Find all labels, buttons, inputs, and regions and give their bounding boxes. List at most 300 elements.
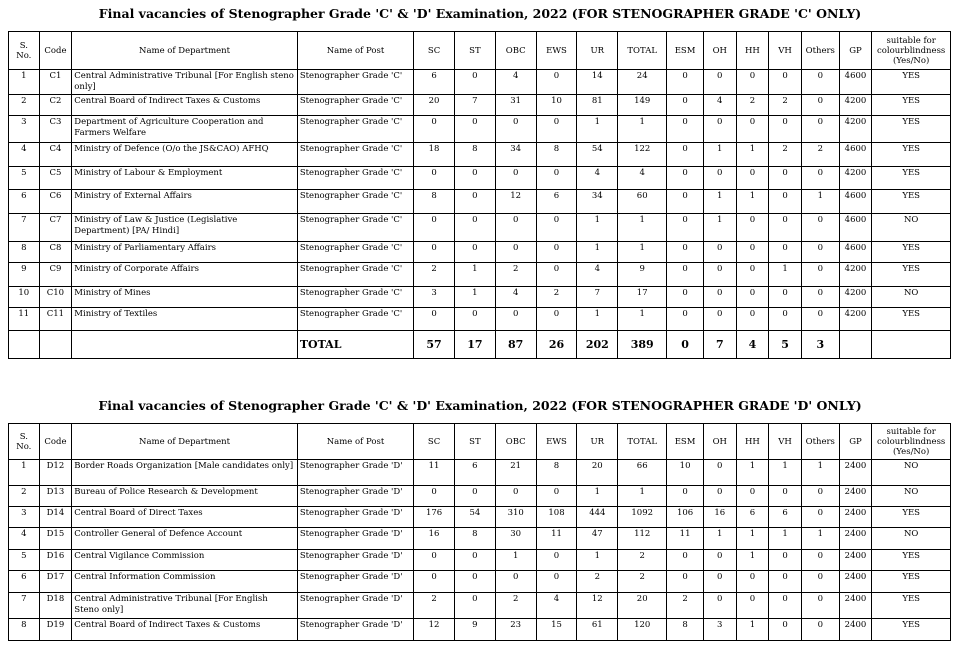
table-cell: D15 — [39, 528, 72, 550]
column-header: EWS — [536, 32, 577, 70]
table-cell: 310 — [495, 507, 536, 528]
table-cell: C11 — [39, 308, 72, 331]
table-cell: C2 — [39, 95, 72, 116]
table-cell: 1 — [618, 308, 667, 331]
table-cell: 0 — [703, 550, 736, 571]
table-cell: YES — [872, 143, 951, 167]
table-cell: 2 — [9, 486, 40, 507]
table-cell: C1 — [39, 70, 72, 95]
table-cell: 1 — [801, 528, 839, 550]
table-cell: Ministry of Defence (O/o the JS&CAO) AFHQ — [72, 143, 298, 167]
table-cell: C4 — [39, 143, 72, 167]
table-row — [9, 550, 951, 571]
table-cell: 0 — [801, 70, 839, 95]
table-cell: Controller General of Defence Account — [72, 528, 298, 550]
table-cell: C5 — [39, 167, 72, 190]
table-cell: YES — [872, 263, 951, 287]
table-cell: C6 — [39, 190, 72, 214]
table-cell: 8 — [9, 242, 40, 263]
table-cell: 7 — [9, 214, 40, 242]
table-cell: 112 — [618, 528, 667, 550]
table-cell: 0 — [667, 242, 704, 263]
table-cell: 2400 — [839, 528, 872, 550]
table-cell: 11 — [667, 528, 704, 550]
table-cell: 3 — [703, 619, 736, 641]
table-cell: Ministry of Parliamentary Affairs — [72, 242, 298, 263]
table-cell: 0 — [736, 593, 769, 619]
table-cell: 0 — [454, 190, 495, 214]
table-cell: 0 — [454, 70, 495, 95]
table-cell: NO — [872, 214, 951, 242]
table-cell: 7 — [9, 593, 40, 619]
table-cell: 2400 — [839, 507, 872, 528]
table-cell: 4 — [577, 263, 618, 287]
table-cell: Stenographer Grade 'C' — [297, 287, 413, 308]
table-cell: 0 — [414, 167, 455, 190]
table-cell: Ministry of Textiles — [72, 308, 298, 331]
table-cell: 0 — [536, 116, 577, 143]
table-cell: 122 — [618, 143, 667, 167]
table-cell: 0 — [703, 70, 736, 95]
column-header: ESM — [667, 32, 704, 70]
table-cell: 54 — [454, 507, 495, 528]
table-cell: 0 — [703, 242, 736, 263]
table-row — [9, 593, 951, 619]
table-cell: 0 — [667, 287, 704, 308]
table-cell: Ministry of External Affairs — [72, 190, 298, 214]
table-cell: 4 — [703, 95, 736, 116]
table-cell: 5 — [9, 550, 40, 571]
column-header: Code — [39, 32, 72, 70]
table-cell: 16 — [703, 507, 736, 528]
table-cell: 10 — [536, 95, 577, 116]
table-row — [9, 460, 951, 486]
table-cell: 2 — [414, 593, 455, 619]
table-cell: 0 — [536, 486, 577, 507]
table-cell: 0 — [736, 167, 769, 190]
table-cell: Stenographer Grade 'C' — [297, 143, 413, 167]
table-cell: Stenographer Grade 'C' — [297, 263, 413, 287]
table-cell: 1 — [618, 486, 667, 507]
table-cell: 0 — [801, 214, 839, 242]
table-row — [9, 308, 951, 331]
column-header: GP — [839, 32, 872, 70]
table-row — [9, 190, 951, 214]
table-cell: 20 — [618, 593, 667, 619]
column-header: Name of Department — [72, 424, 298, 460]
table-cell: 0 — [454, 308, 495, 331]
table-cell: 6 — [454, 460, 495, 486]
table-cell: Stenographer Grade 'C' — [297, 308, 413, 331]
table-cell: Central Vigilance Commission — [72, 550, 298, 571]
table-cell: 0 — [736, 242, 769, 263]
table-cell: YES — [872, 95, 951, 116]
table-cell: Stenographer Grade 'D' — [297, 507, 413, 528]
table-cell: Central Administrative Tribunal [For English Steno only] — [72, 593, 298, 619]
table-cell: 0 — [769, 116, 802, 143]
table-cell: 0 — [703, 116, 736, 143]
table-cell: 0 — [801, 571, 839, 593]
table-cell: C3 — [39, 116, 72, 143]
table-cell: 0 — [495, 116, 536, 143]
total-cell: 0 — [667, 331, 704, 359]
table-cell: 18 — [414, 143, 455, 167]
table-cell: 8 — [536, 143, 577, 167]
table-cell: 2 — [414, 263, 455, 287]
table-cell: 2 — [495, 593, 536, 619]
table-cell: Stenographer Grade 'C' — [297, 116, 413, 143]
table-cell: 1 — [9, 460, 40, 486]
table-cell: Central Board of Direct Taxes — [72, 507, 298, 528]
table-cell: 1 — [703, 214, 736, 242]
table-row — [9, 619, 951, 641]
table-cell: YES — [872, 308, 951, 331]
table-cell: Stenographer Grade 'C' — [297, 242, 413, 263]
table-cell: 31 — [495, 95, 536, 116]
table-cell: Central Board of Indirect Taxes & Customs — [72, 619, 298, 641]
table-cell: 7 — [577, 287, 618, 308]
table-cell: 0 — [536, 242, 577, 263]
table-cell: 4 — [9, 143, 40, 167]
table-cell: 0 — [736, 116, 769, 143]
table-cell: 1 — [577, 550, 618, 571]
table-cell: 0 — [667, 143, 704, 167]
column-header: S. No. — [9, 424, 40, 460]
table-cell: C9 — [39, 263, 72, 287]
table-cell: 34 — [495, 143, 536, 167]
table-cell: 0 — [801, 116, 839, 143]
table-cell: 0 — [667, 308, 704, 331]
table-cell: 1 — [703, 528, 736, 550]
table-cell: 4200 — [839, 167, 872, 190]
column-header: HH — [736, 424, 769, 460]
table-cell: 1 — [9, 70, 40, 95]
table-cell: 61 — [577, 619, 618, 641]
table-cell: 54 — [577, 143, 618, 167]
table-row — [9, 214, 951, 242]
table-cell: Ministry of Labour & Employment — [72, 167, 298, 190]
total-cell — [39, 331, 72, 359]
table-cell: 23 — [495, 619, 536, 641]
table-cell: Stenographer Grade 'C' — [297, 70, 413, 95]
table-row — [9, 571, 951, 593]
column-header: TOTAL — [618, 32, 667, 70]
table-cell: Stenographer Grade 'D' — [297, 550, 413, 571]
column-header: Name of Post — [297, 32, 413, 70]
table-cell: 3 — [9, 116, 40, 143]
table-cell: 2 — [667, 593, 704, 619]
table-row — [9, 95, 951, 116]
table-cell: 120 — [618, 619, 667, 641]
table-cell: 4200 — [839, 263, 872, 287]
table-cell: 9 — [454, 619, 495, 641]
column-header: S. No. — [9, 32, 40, 70]
table-cell: YES — [872, 619, 951, 641]
table-cell: NO — [872, 528, 951, 550]
table-cell: 0 — [667, 571, 704, 593]
total-cell: 3 — [801, 331, 839, 359]
table-cell: 2 — [536, 287, 577, 308]
table-cell: D19 — [39, 619, 72, 641]
table-cell: Stenographer Grade 'D' — [297, 460, 413, 486]
table-cell: 1 — [577, 308, 618, 331]
total-cell — [72, 331, 298, 359]
vacancy-table-grade-d — [8, 423, 951, 641]
table-row — [9, 507, 951, 528]
table-cell: 0 — [667, 167, 704, 190]
column-header: suitable for colourblindness (Yes/No) — [872, 32, 951, 70]
column-header: OBC — [495, 424, 536, 460]
table-cell: 0 — [667, 214, 704, 242]
table-cell: Stenographer Grade 'C' — [297, 190, 413, 214]
table-cell: 0 — [454, 486, 495, 507]
table-cell: 1 — [618, 116, 667, 143]
table-cell: 0 — [801, 242, 839, 263]
table-cell: NO — [872, 460, 951, 486]
table-cell: 0 — [703, 571, 736, 593]
table-cell: 0 — [736, 571, 769, 593]
table-cell: 0 — [703, 460, 736, 486]
table-cell: 8 — [667, 619, 704, 641]
table-cell: 2 — [618, 571, 667, 593]
table-cell: 1 — [736, 143, 769, 167]
table-row — [9, 70, 951, 95]
table-cell: 0 — [454, 214, 495, 242]
table-cell: 1 — [736, 619, 769, 641]
table-cell: 2 — [769, 95, 802, 116]
column-header: suitable for colourblindness (Yes/No) — [872, 424, 951, 460]
table-cell: 0 — [414, 308, 455, 331]
table-cell: 0 — [536, 550, 577, 571]
table-cell: Stenographer Grade 'C' — [297, 214, 413, 242]
total-cell: 7 — [703, 331, 736, 359]
table-cell: YES — [872, 242, 951, 263]
table-cell: 2400 — [839, 571, 872, 593]
table-cell: 4 — [618, 167, 667, 190]
table-cell: 4600 — [839, 242, 872, 263]
table-cell: 34 — [577, 190, 618, 214]
table-cell: 4 — [536, 593, 577, 619]
table-cell: 2400 — [839, 619, 872, 641]
table-cell: 0 — [667, 70, 704, 95]
table-cell: 0 — [801, 550, 839, 571]
total-cell: 389 — [618, 331, 667, 359]
table-cell: 1 — [618, 214, 667, 242]
column-header: Others — [801, 32, 839, 70]
table-cell: 0 — [736, 486, 769, 507]
table-cell: 444 — [577, 507, 618, 528]
table-cell: 7 — [454, 95, 495, 116]
total-cell: 17 — [454, 331, 495, 359]
table-cell: Stenographer Grade 'D' — [297, 593, 413, 619]
table-cell: 0 — [536, 571, 577, 593]
table-cell: 108 — [536, 507, 577, 528]
table-cell: 11 — [414, 460, 455, 486]
table-cell: 0 — [414, 550, 455, 571]
table-cell: 66 — [618, 460, 667, 486]
table-cell: 6 — [414, 70, 455, 95]
table-cell: 2 — [801, 143, 839, 167]
table-cell: 2400 — [839, 486, 872, 507]
table-cell: 1 — [454, 263, 495, 287]
table-cell: 2 — [495, 263, 536, 287]
table-cell: 8 — [414, 190, 455, 214]
total-row — [9, 331, 951, 359]
column-header: OH — [703, 424, 736, 460]
table-cell: 0 — [495, 214, 536, 242]
column-header: VH — [769, 32, 802, 70]
total-cell: 5 — [769, 331, 802, 359]
table-cell: 2400 — [839, 460, 872, 486]
table-cell: 1 — [703, 190, 736, 214]
table-cell: 4 — [495, 287, 536, 308]
table-cell: 24 — [618, 70, 667, 95]
table-cell: 0 — [769, 214, 802, 242]
table-cell: YES — [872, 550, 951, 571]
table-cell: 20 — [414, 95, 455, 116]
table-cell: 17 — [618, 287, 667, 308]
table-cell: 0 — [736, 263, 769, 287]
table-cell: C8 — [39, 242, 72, 263]
table-cell: 0 — [495, 308, 536, 331]
table-cell: 3 — [9, 507, 40, 528]
table-cell: 4600 — [839, 70, 872, 95]
total-cell: 4 — [736, 331, 769, 359]
table-cell: 4600 — [839, 143, 872, 167]
table-cell: 10 — [667, 460, 704, 486]
table-cell: 4200 — [839, 116, 872, 143]
table-cell: 2 — [769, 143, 802, 167]
table-cell: 8 — [454, 143, 495, 167]
table-cell: 1 — [801, 190, 839, 214]
table-cell: 10 — [9, 287, 40, 308]
table-cell: 0 — [495, 167, 536, 190]
table-cell: 0 — [703, 593, 736, 619]
table-cell: 0 — [736, 214, 769, 242]
table-cell: 12 — [414, 619, 455, 641]
total-cell: 87 — [495, 331, 536, 359]
table-cell: 12 — [495, 190, 536, 214]
table-cell: 1 — [703, 143, 736, 167]
table-cell: 0 — [801, 619, 839, 641]
column-header: Name of Department — [72, 32, 298, 70]
table-cell: 0 — [769, 571, 802, 593]
table-cell: 0 — [769, 167, 802, 190]
table-cell: 4200 — [839, 95, 872, 116]
total-cell — [839, 331, 872, 359]
table-cell: 1 — [495, 550, 536, 571]
table-cell: Stenographer Grade 'D' — [297, 486, 413, 507]
table-cell: Department of Agriculture Cooperation and Farmers Welfare — [72, 116, 298, 143]
table-cell: 4 — [9, 528, 40, 550]
table-cell: 21 — [495, 460, 536, 486]
table-cell: 6 — [769, 507, 802, 528]
table-cell: 1 — [801, 460, 839, 486]
table-cell: 8 — [536, 460, 577, 486]
table-cell: 0 — [703, 308, 736, 331]
vacancy-table-grade-c — [8, 31, 951, 359]
table-cell: Central Administrative Tribunal [For English steno only] — [72, 70, 298, 95]
column-header: SC — [414, 32, 455, 70]
table-cell: 4600 — [839, 190, 872, 214]
table-cell: 0 — [536, 167, 577, 190]
table-cell: 1 — [769, 460, 802, 486]
table-cell: YES — [872, 167, 951, 190]
total-cell: 57 — [414, 331, 455, 359]
table-cell: 0 — [667, 95, 704, 116]
table-cell: 0 — [801, 95, 839, 116]
column-header: ST — [454, 32, 495, 70]
table-cell: D18 — [39, 593, 72, 619]
table-cell: Border Roads Organization [Male candidates only] — [72, 460, 298, 486]
table-cell: 20 — [577, 460, 618, 486]
table-cell: Stenographer Grade 'C' — [297, 167, 413, 190]
table-cell: 0 — [769, 550, 802, 571]
table-cell: C10 — [39, 287, 72, 308]
table-cell: 1 — [769, 528, 802, 550]
table-cell: 3 — [414, 287, 455, 308]
table-cell: 0 — [769, 593, 802, 619]
column-header: OBC — [495, 32, 536, 70]
table-cell: 1 — [769, 263, 802, 287]
table-cell: YES — [872, 190, 951, 214]
table-cell: 0 — [801, 507, 839, 528]
table-cell: 0 — [495, 242, 536, 263]
table-cell: 1 — [736, 550, 769, 571]
table-cell: 11 — [9, 308, 40, 331]
table-row — [9, 143, 951, 167]
table-cell: 0 — [769, 190, 802, 214]
table-cell: Stenographer Grade 'C' — [297, 95, 413, 116]
table-cell: Stenographer Grade 'D' — [297, 528, 413, 550]
table-cell: 11 — [536, 528, 577, 550]
table-row — [9, 167, 951, 190]
table-cell: 0 — [536, 308, 577, 331]
table-cell: 1 — [736, 460, 769, 486]
column-header: OH — [703, 32, 736, 70]
table-cell: 0 — [414, 214, 455, 242]
table-cell: 0 — [801, 263, 839, 287]
column-header: EWS — [536, 424, 577, 460]
table-row — [9, 528, 951, 550]
table-cell: 0 — [536, 70, 577, 95]
table-cell: 0 — [667, 116, 704, 143]
table-cell: 0 — [736, 287, 769, 308]
table-cell: 0 — [769, 619, 802, 641]
table-cell: Ministry of Mines — [72, 287, 298, 308]
table-cell: 81 — [577, 95, 618, 116]
table-cell: D17 — [39, 571, 72, 593]
total-cell: 202 — [577, 331, 618, 359]
table-cell: Central Information Commission — [72, 571, 298, 593]
table-row — [9, 242, 951, 263]
table-cell: 0 — [454, 571, 495, 593]
table-cell: 0 — [454, 550, 495, 571]
table-cell: 30 — [495, 528, 536, 550]
table-cell: 15 — [536, 619, 577, 641]
table-cell: 0 — [769, 70, 802, 95]
table-cell: 0 — [801, 167, 839, 190]
table-cell: 1 — [577, 214, 618, 242]
table-cell: 0 — [769, 486, 802, 507]
table-cell: 0 — [667, 263, 704, 287]
table-row — [9, 287, 951, 308]
table-cell: 0 — [667, 486, 704, 507]
table-cell: 1 — [577, 486, 618, 507]
table-cell: 0 — [703, 486, 736, 507]
table-cell: 0 — [703, 167, 736, 190]
total-cell — [872, 331, 951, 359]
